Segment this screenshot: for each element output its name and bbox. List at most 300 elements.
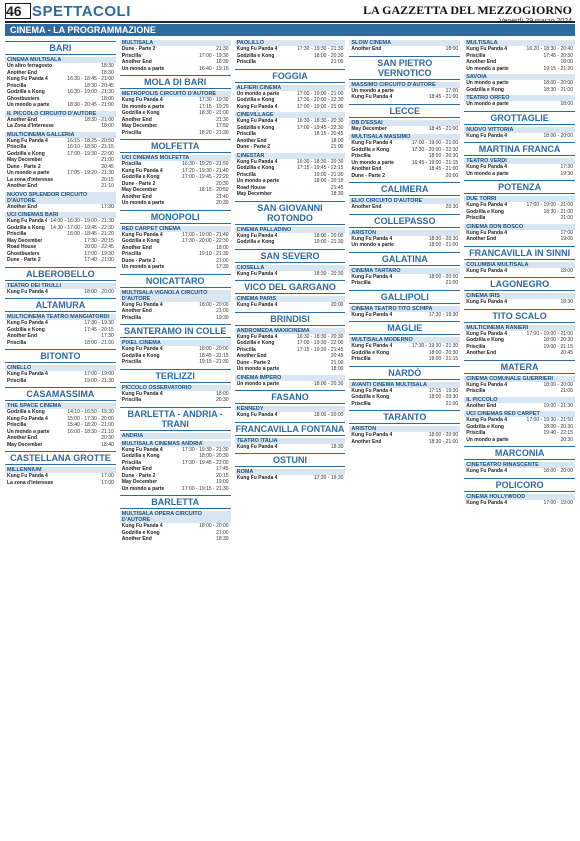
film-title: Another End xyxy=(351,438,382,445)
film-title: Dune - Parte 2 xyxy=(121,472,156,479)
showtimes: 19:00 xyxy=(216,479,229,485)
film-title: Kung Fu Panda 4 xyxy=(466,417,508,423)
film-title: Un mondo a parte xyxy=(466,436,509,443)
showtimes: 21:00 xyxy=(101,157,114,163)
showtimes: 18:00 - 21:00 xyxy=(84,339,114,346)
film-title: Godzilla e Kong xyxy=(236,97,275,103)
showtimes: 17:30 - 19:30 xyxy=(199,97,229,103)
film-row xyxy=(235,191,346,198)
cinema-name: ALFIERI CINEMA xyxy=(235,85,346,91)
film-row xyxy=(349,46,460,53)
showtimes: 17:30 xyxy=(101,203,114,210)
film-row xyxy=(120,315,231,322)
film-title: Another End xyxy=(351,166,382,172)
showtimes: 19:15 - 21:20 xyxy=(543,65,573,72)
film-title: Un mondo a parte xyxy=(121,65,165,72)
showtimes: 20:00 xyxy=(330,302,344,308)
cinema-name: CINETEATRO RINASCENTE xyxy=(464,462,575,468)
film-row xyxy=(5,340,116,347)
showtimes: 18:00 - 20:00 xyxy=(199,523,229,529)
showtimes: 18:00 - 20:00 xyxy=(428,273,459,280)
film-title: Kung Fu Panda 4 xyxy=(466,229,508,236)
film-row xyxy=(5,102,116,109)
showtimes: 18:00 xyxy=(330,137,344,144)
film-title: Another End xyxy=(7,183,37,189)
page-number: 46 xyxy=(6,3,22,19)
city-heading: BARLETTA xyxy=(120,495,231,509)
film-title: Priscilla xyxy=(466,388,486,394)
film-title: Kung Fu Panda 4 xyxy=(466,381,508,388)
showtimes: 17:30 xyxy=(101,333,114,339)
cinema-name: AVANTI CINEMA MULTISALA xyxy=(349,382,460,388)
film-title: Kung Fu Panda 4 xyxy=(236,103,278,110)
showtimes: 17:00 - 19:45 - 22:20 xyxy=(182,174,229,180)
city-heading: TERLIZZI xyxy=(120,369,231,383)
film-title: Godzilla e Kong xyxy=(236,124,275,131)
film-title: Godzilla e Kong xyxy=(351,394,390,400)
film-title: Kung Fu Panda 4 xyxy=(351,94,393,100)
showtimes: 16:00 - 18:45 - 21:20 xyxy=(67,231,114,237)
city-heading: MAGLIE xyxy=(349,321,460,335)
film-row xyxy=(464,236,575,243)
film-title: Kung Fu Panda 4 xyxy=(351,311,393,318)
cinema-name: TEATRO ITALIA xyxy=(235,438,346,444)
city-heading: MATERA xyxy=(464,360,575,374)
showtimes: 18:30 xyxy=(330,191,344,197)
film-title: Un mondo a parte xyxy=(7,102,50,108)
cinema-name: MULTICINEMA TEATRO MANGIATORDI xyxy=(5,314,116,320)
film-title: Kung Fu Panda 4 xyxy=(7,218,48,224)
showtimes: 18:30 - 20:30 xyxy=(313,270,344,277)
film-row xyxy=(464,299,575,306)
film-title: Kung Fu Panda 4 xyxy=(466,267,508,274)
film-title: Another End xyxy=(7,203,37,210)
showtimes: 20:30 xyxy=(216,200,229,206)
film-title: Un mondo a parte xyxy=(7,428,50,435)
showtimes: 19:00 - 21:15 xyxy=(428,356,459,362)
city-heading: POLICORO xyxy=(464,478,575,492)
cinema-name: MULTISALA MASSIMO xyxy=(349,134,460,140)
city-heading: MONOPOLI xyxy=(120,210,231,224)
listings-column xyxy=(235,38,346,833)
film-title: Un mondo a parte xyxy=(121,200,165,206)
showtimes: 17:30 - 20:15 xyxy=(84,237,114,244)
film-title: Godzilla e Kong xyxy=(7,224,45,231)
listings-column xyxy=(349,38,460,833)
cinema-name: COLUMBIA MULTISALA xyxy=(464,262,575,268)
section-title: SPETTACOLI xyxy=(32,3,131,20)
cinema-name: NUOVO SPLENDOR CIRCUITO D'AUTORE xyxy=(5,192,116,204)
film-title: Kung Fu Panda 4 xyxy=(236,232,278,239)
showtimes: 18:00 xyxy=(101,95,114,102)
showtimes: 19:00 - 21:30 xyxy=(313,171,344,178)
film-title: Priscilla xyxy=(121,52,141,59)
film-title: La zona d'interesse xyxy=(7,176,54,183)
page-header xyxy=(0,0,580,20)
film-title: May December xyxy=(7,441,43,448)
city-heading: BITONTO xyxy=(5,349,116,363)
film-title: Godzilla e Kong xyxy=(7,409,45,415)
film-row xyxy=(120,486,231,493)
showtimes: 17:30 - 19:45 - 22:00 xyxy=(182,459,229,466)
film-title: Another End xyxy=(466,236,497,242)
showtimes: 21:10 xyxy=(101,183,114,189)
showtimes: 21:00 xyxy=(560,215,573,221)
showtimes: 18:45 - 21:00 xyxy=(428,94,459,100)
film-title: Ghostbusters xyxy=(7,250,40,257)
showtimes: 17:00 xyxy=(101,479,114,486)
film-title: Godzilla e Kong xyxy=(121,174,160,180)
cinema-name: ARISTON xyxy=(349,230,460,236)
cinema-name: MULTISALA OPERA CIRCUITO D'AUTORE xyxy=(120,511,231,523)
film-row xyxy=(464,87,575,94)
film-row xyxy=(349,401,460,408)
film-title: Kung Fu Panda 4 xyxy=(121,346,163,352)
film-row xyxy=(5,480,116,487)
film-title: Another End xyxy=(7,333,37,339)
film-row xyxy=(235,475,346,482)
film-row xyxy=(5,204,116,211)
showtimes: 18:30 xyxy=(101,63,114,69)
showtimes: 20:30 xyxy=(216,180,229,187)
film-title: Dune - Parte 2 xyxy=(7,163,41,170)
showtimes: 17:00 xyxy=(445,87,459,94)
film-title: Priscilla xyxy=(351,400,371,407)
showtimes: 16:30 - 18:30 - 20:30 xyxy=(296,333,344,340)
showtimes: 21:00 xyxy=(216,257,229,264)
film-row xyxy=(5,257,116,264)
cinema-name: ANDROMEDA MAXICINEMA xyxy=(235,328,346,334)
city-heading: FRANCAVILLA FONTANA xyxy=(235,423,345,434)
film-row xyxy=(5,442,116,449)
film-title: Another End xyxy=(351,204,382,210)
film-title: Kung Fu Panda 4 xyxy=(121,523,163,529)
cinema-name: UCI CINEMAS RED CARPET xyxy=(464,411,575,417)
film-row xyxy=(235,381,346,388)
showtimes: 19:00 xyxy=(560,236,573,242)
film-row xyxy=(464,215,575,222)
showtimes: 18:30 xyxy=(330,443,344,450)
film-title: Kung Fu Panda 4 xyxy=(7,371,48,377)
showtimes: 17:05 - 19:20 - 21:30 xyxy=(67,170,114,176)
showtimes: 14:30 - 17:00 - 19:45 - 22:30 xyxy=(50,224,114,231)
showtimes: 18:30 - 20:45 xyxy=(84,82,114,89)
showtimes: 18:45 - 21:00 xyxy=(428,125,459,132)
showtimes: 17:00 xyxy=(101,473,114,479)
film-title: Un mondo a parte xyxy=(466,65,509,72)
showtimes: 18:00 - 20:30 xyxy=(199,453,229,459)
film-title: Another End xyxy=(7,116,37,123)
film-title: Godzilla e Kong xyxy=(121,352,160,359)
film-row xyxy=(235,412,346,419)
cinema-name: NUOVO VITTORIA xyxy=(464,127,575,133)
showtimes: 20:00 - 22:45 xyxy=(84,244,114,250)
film-title: Kung Fu Panda 4 xyxy=(466,202,508,208)
film-title: Un mondo a parte xyxy=(236,380,280,387)
film-title: Kung Fu Panda 4 xyxy=(7,415,48,422)
cinema-name: CINEMA COMUNALE GUERRIERI xyxy=(464,376,575,382)
showtimes: 18:00 - 20:00 xyxy=(84,288,114,295)
showtimes: 18:00 - 20:30 xyxy=(543,423,573,430)
film-title: Kung Fu Panda 4 xyxy=(121,446,163,453)
showtimes: 19:00 - 21:30 xyxy=(313,239,344,245)
film-title: May December xyxy=(121,123,158,129)
film-title: Un altro ferragosto xyxy=(7,63,53,69)
film-row xyxy=(464,403,575,410)
showtimes: 17:30 - 20:00 - 22:30 xyxy=(182,238,229,244)
city-heading: SAN GIOVANNI ROTONDO xyxy=(235,201,346,225)
film-title: Kung Fu Panda 4 xyxy=(121,231,163,238)
film-row xyxy=(464,350,575,357)
showtimes: 16:20 - 18:30 - 20:40 xyxy=(526,46,573,52)
header-rule xyxy=(5,21,575,23)
film-title: Priscilla xyxy=(466,52,486,59)
city-heading: NOICATTARO xyxy=(120,274,231,288)
showtimes: 18:00 - 20:00 xyxy=(199,346,229,352)
film-title: Godzilla e Kong xyxy=(7,89,45,95)
listings-column xyxy=(120,38,231,833)
showtimes: 16:40 - 19:15 xyxy=(199,65,229,72)
cinema-name: MILLENNIUM xyxy=(5,467,116,473)
film-title: Priscilla xyxy=(121,161,141,167)
film-title: Kung Fu Panda 4 xyxy=(7,320,48,326)
film-title: Godzilla e Kong xyxy=(236,239,275,245)
showtimes: 17:45 xyxy=(216,466,229,472)
film-title: May December xyxy=(7,237,43,244)
city-heading: LAGONEGRO xyxy=(464,277,575,291)
film-row xyxy=(464,500,575,507)
film-title: Dune - Parte 2 xyxy=(351,172,386,179)
film-title: Priscilla xyxy=(121,129,141,136)
showtimes: 17:00 - 19:00 - 21:00 xyxy=(296,103,344,110)
showtimes: 21:00 xyxy=(330,144,344,150)
cinema-name: DUE TORRI xyxy=(464,196,575,202)
film-title: Priscilla xyxy=(236,171,256,178)
film-title: Un mondo a parte xyxy=(351,242,394,248)
cinema-name: METROPOLIS CIRCUITO D'AUTORE xyxy=(120,91,231,97)
cinema-name: SAVOIA xyxy=(464,74,575,80)
showtimes: 21:30 xyxy=(216,116,229,123)
cinema-name: CINEMA TARTARO xyxy=(349,268,460,274)
film-title: Kung Fu Panda 4 xyxy=(466,468,508,474)
showtimes: 17:00 - 19:00 - 21:40 xyxy=(182,231,229,238)
cinema-name: THE SPACE CINEMA xyxy=(5,403,116,409)
film-title: Priscilla xyxy=(466,430,486,436)
cinema-name: UCI CINEMAS MOLFETTA xyxy=(120,155,231,161)
city-heading: TITO SCALO xyxy=(464,309,575,323)
film-title: Kung Fu Panda 4 xyxy=(121,301,163,308)
film-row xyxy=(235,239,346,246)
showtimes: 18:00 - 20:00 xyxy=(543,132,573,139)
city-heading: BARLETTA - ANDRIA - TRANI xyxy=(120,407,231,431)
film-title: Un mondo a parte xyxy=(236,366,280,372)
film-title: Kung Fu Panda 4 xyxy=(7,76,48,82)
showtimes: 18:00 - 20:00 xyxy=(313,412,344,418)
showtimes: 18:45 - 21:00 xyxy=(428,166,459,172)
film-title: Kung Fu Panda 4 xyxy=(236,158,278,165)
film-title: Ghostbusters xyxy=(7,95,40,102)
showtimes: 17:30 - 19:30 xyxy=(428,311,459,318)
showtimes: 17:30 - 19:30 - 21:30 xyxy=(182,446,229,453)
showtimes: 18:00 - 20:30 xyxy=(428,153,459,159)
film-title: Kung Fu Panda 4 xyxy=(121,97,163,103)
film-row xyxy=(464,171,575,178)
film-title: Dune - Parte 2 xyxy=(236,144,271,150)
showtimes: 17:00 - 19:30 - 22:00 xyxy=(296,340,344,346)
city-heading: MARTINA FRANCA xyxy=(464,142,575,156)
cinema-name: ELIO CIRCUITO D'AUTORE xyxy=(349,198,460,204)
city-heading: LECCE xyxy=(349,104,460,118)
cinema-name: CINELLO xyxy=(5,365,116,371)
cinema-name: TEATRO VERDI xyxy=(464,158,575,164)
showtimes: 17:45 - 20:15 xyxy=(84,326,114,333)
film-title: Another End xyxy=(7,69,37,76)
showtimes: 17:00 - 19:00 xyxy=(543,499,573,506)
showtimes: 17:15 - 19:30 xyxy=(428,387,459,394)
film-row xyxy=(349,242,460,249)
film-title: Un mondo a parte xyxy=(351,87,394,94)
cinema-name: CINEMA HOLLYWOOD xyxy=(464,494,575,500)
showtimes: 15:00 - 17:30 - 20:00 xyxy=(67,415,114,422)
city-heading: GROTTAGLIE xyxy=(464,111,575,125)
showtimes: 18:00 xyxy=(330,366,344,372)
film-title: Another End xyxy=(121,308,152,314)
film-title: Godzilla e Kong xyxy=(351,349,390,356)
showtimes: 18:30 - 21:00 xyxy=(543,86,573,93)
film-title: Kung Fu Panda 4 xyxy=(7,288,48,295)
showtimes: 19:00 - 21:30 xyxy=(84,377,114,384)
cinema-name: ANDRIA xyxy=(120,433,231,439)
showtimes: 18:00 - 20:00 xyxy=(199,301,229,308)
cinema-name: RED CARPET CINEMA xyxy=(120,226,231,232)
showtimes: 19:00 - 21:15 xyxy=(543,343,573,350)
showtimes: 18:30 - 20:30 xyxy=(428,235,459,242)
film-row xyxy=(235,302,346,309)
showtimes: 18:00 - 20:00 xyxy=(543,381,573,388)
cinema-name: TEATRO DEI TRULLI xyxy=(5,283,116,289)
showtimes: 18:00 - 20:15 xyxy=(313,178,344,184)
showtimes: 18:00 - 20:30 xyxy=(313,380,344,387)
film-title: Another End xyxy=(121,59,152,65)
film-title: Another End xyxy=(121,536,152,542)
showtimes: 17:00 xyxy=(560,229,573,236)
film-title: Kung Fu Panda 4 xyxy=(236,270,278,277)
cinema-name: TEATRO ORFEO xyxy=(464,95,575,101)
showtimes: 21:30 xyxy=(216,46,229,52)
film-title: Kung Fu Panda 4 xyxy=(351,140,393,146)
film-title: Kung Fu Panda 4 xyxy=(236,333,278,340)
film-row xyxy=(349,204,460,211)
showtimes: 17:30 - 19:30 xyxy=(84,320,114,326)
showtimes: 18:00 xyxy=(216,244,229,251)
film-row xyxy=(349,356,460,363)
film-title: Dune - Parte 2 xyxy=(121,180,156,187)
showtimes: 18:00 - 20:00 xyxy=(543,468,573,474)
city-heading: GALATINA xyxy=(349,252,460,266)
showtimes: 17:00 - 19:00 - 21:00 xyxy=(296,90,344,97)
film-title: Kung Fu Panda 4 xyxy=(121,167,163,174)
showtimes: 18:30 xyxy=(216,59,229,65)
showtimes: 17:50 xyxy=(216,123,229,129)
film-title: Kung Fu Panda 4 xyxy=(466,330,508,337)
showtimes: 17:00 - 19:30 - 21:50 xyxy=(526,417,573,423)
film-title: Priscilla xyxy=(7,377,27,384)
showtimes: 16:30 - 18:45 - 21:00 xyxy=(67,76,114,82)
film-row xyxy=(235,144,346,151)
film-title: Kung Fu Panda 4 xyxy=(466,132,508,139)
film-row xyxy=(235,59,346,66)
city-heading: FASANO xyxy=(235,390,346,404)
showtimes: 18:00 xyxy=(560,59,573,65)
showtimes: 17:00 - 19:30 xyxy=(84,250,114,257)
film-title: Kung Fu Panda 4 xyxy=(236,412,278,418)
showtimes: 18:00 - 21:00 xyxy=(428,242,459,248)
showtimes: 20:30 xyxy=(445,204,459,210)
showtimes: 19:30 xyxy=(216,314,229,321)
film-row xyxy=(349,94,460,101)
film-title: Kung Fu Panda 4 xyxy=(236,118,278,124)
cinema-name: CINEMA MULTISALA xyxy=(5,57,116,63)
film-title: Dune - Parte 2 xyxy=(121,46,156,52)
film-title: Kung Fu Panda 4 xyxy=(236,302,278,308)
showtimes: 21:40 xyxy=(216,193,229,200)
film-title: Godzilla e Kong xyxy=(121,238,160,244)
film-row xyxy=(5,289,116,296)
film-title: Kung Fu Panda 4 xyxy=(236,443,278,450)
film-title: Godzilla e Kong xyxy=(466,423,504,430)
film-row xyxy=(120,130,231,137)
film-row xyxy=(464,468,575,475)
film-title: Kung Fu Panda 4 xyxy=(351,343,393,349)
showtimes: 20:30 xyxy=(560,436,573,443)
showtimes: 18:00 xyxy=(101,123,114,129)
city-heading: MOLA DI BARI xyxy=(120,75,231,89)
showtimes: 21:00 xyxy=(445,280,459,286)
showtimes: 17:15 - 19:45 - 22:15 xyxy=(296,165,344,171)
film-title: Priscilla xyxy=(351,153,371,159)
film-row xyxy=(349,439,460,446)
film-row xyxy=(464,66,575,73)
showtimes: 18:30 - 21:00 xyxy=(543,208,573,215)
showtimes: 19:15 - 21:30 xyxy=(199,359,229,365)
showtimes: 21:00 xyxy=(330,359,344,366)
film-title: Priscilla xyxy=(236,59,256,65)
city-heading: NARDÒ xyxy=(349,366,460,380)
showtimes: 17:30 - 19:30 xyxy=(313,475,344,481)
city-heading: VICO DEL GARGANO xyxy=(235,280,346,294)
film-title: May December xyxy=(121,479,158,485)
cinema-name: ROMA xyxy=(235,469,346,475)
city-heading: CALIMERA xyxy=(349,182,460,196)
film-title: Un mondo a parte xyxy=(466,80,509,86)
showtimes: 18:00 - 20:30 xyxy=(428,394,459,400)
showtimes: 21:00 xyxy=(445,400,459,407)
film-title: Priscilla xyxy=(121,314,141,321)
showtimes: 17:40 - 21:00 xyxy=(84,257,114,263)
film-title: Godzilla e Kong xyxy=(466,337,504,343)
showtimes: 20:45 xyxy=(330,353,344,359)
film-title: Priscilla xyxy=(7,339,27,346)
showtimes: 16:30 - 19:20 - 21:50 xyxy=(182,161,229,167)
film-title: Godzilla e Kong xyxy=(121,453,160,459)
showtimes: 18:15 - 20:45 xyxy=(313,131,344,137)
film-title: Un mondo a parte xyxy=(7,170,50,176)
showtimes: 17:45 - 20:30 xyxy=(543,52,573,59)
cinema-name: SLOW CINEMA xyxy=(349,40,460,46)
showtimes: 16:10 - 18:50 - 21:15 xyxy=(67,144,114,150)
cinema-name: CINEMA PARIS xyxy=(235,296,346,302)
film-title: Godzilla e Kong xyxy=(7,150,45,157)
